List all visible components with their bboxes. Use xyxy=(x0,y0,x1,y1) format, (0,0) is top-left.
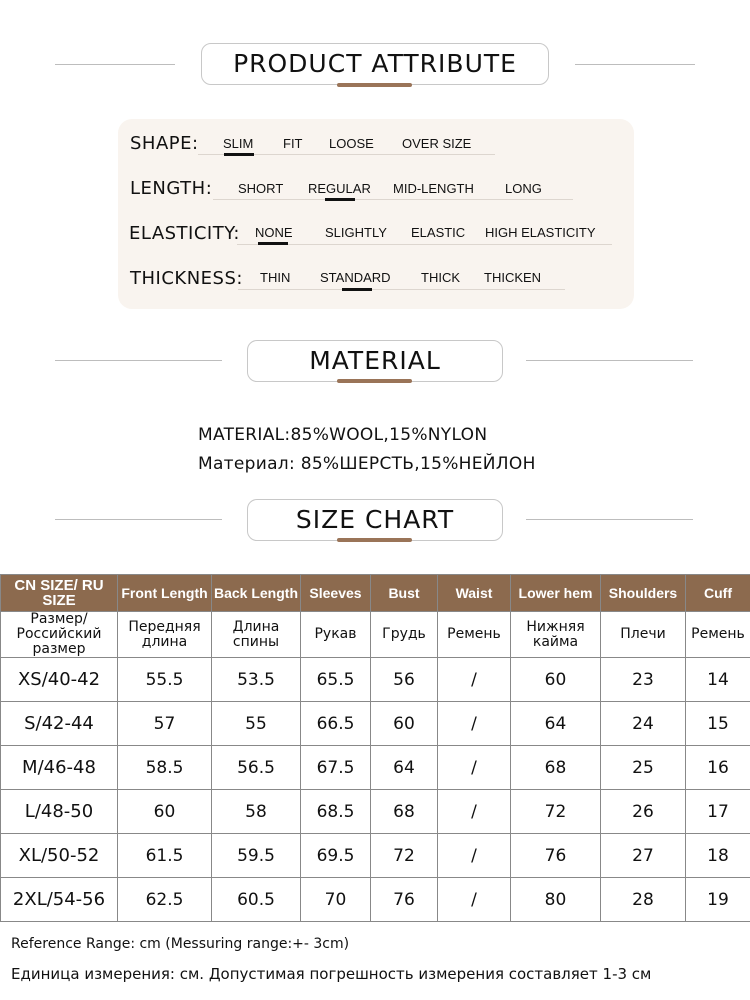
table-cell: 56 xyxy=(371,658,438,702)
table-cell: 28 xyxy=(601,878,686,922)
table-cell: 17 xyxy=(686,790,750,834)
option-over-size: OVER SIZE xyxy=(402,136,472,151)
table-cell: / xyxy=(438,746,511,790)
option-elastic: ELASTIC xyxy=(411,225,466,240)
size-chart-table xyxy=(0,574,750,922)
option-standard: STANDARD xyxy=(320,270,391,285)
table-cell: 60 xyxy=(118,790,212,834)
table-cell: Shoulders xyxy=(601,575,686,612)
option-mid-length: MID-LENGTH xyxy=(393,181,474,196)
table-cell: 72 xyxy=(511,790,601,834)
table-header-row xyxy=(1,575,750,612)
table-cell: 68 xyxy=(371,790,438,834)
table-cell: 60 xyxy=(371,702,438,746)
table-row xyxy=(1,790,750,834)
table-cell: Грудь xyxy=(371,612,438,658)
table-cell: / xyxy=(438,878,511,922)
table-cell: 67.5 xyxy=(301,746,371,790)
table-cell: 68.5 xyxy=(301,790,371,834)
option-fit: FIT xyxy=(283,136,303,151)
table-cell: / xyxy=(438,658,511,702)
table-cell: 68 xyxy=(511,746,601,790)
table-cell: 70 xyxy=(301,878,371,922)
selected-indicator xyxy=(325,198,355,201)
table-cell: M/46-48 xyxy=(1,746,118,790)
table-cell: 76 xyxy=(371,878,438,922)
table-row xyxy=(1,878,750,922)
table-cell: Длина спины xyxy=(212,612,301,658)
table-cell: Рукав xyxy=(301,612,371,658)
table-cell: 26 xyxy=(601,790,686,834)
table-cell: Sleeves xyxy=(301,575,371,612)
attr-label-thickness: THICKNESS: xyxy=(130,268,243,289)
reference-note-en: Reference Range: cm (Messuring range:+- 3cm) xyxy=(11,936,350,952)
option-thin: THIN xyxy=(260,270,291,285)
table-cell: 27 xyxy=(601,834,686,878)
table-row xyxy=(1,746,750,790)
table-cell: Размер/ Российский размер xyxy=(1,612,118,658)
section-title-size-chart: SIZE CHART xyxy=(247,499,503,541)
table-cell: 24 xyxy=(601,702,686,746)
table-cell: S/42-44 xyxy=(1,702,118,746)
option-slightly: SLIGHTLY xyxy=(325,225,387,240)
selected-indicator xyxy=(342,288,372,291)
table-cell: / xyxy=(438,790,511,834)
table-cell: Bust xyxy=(371,575,438,612)
table-cell: 19 xyxy=(686,878,750,922)
table-cell: 55 xyxy=(212,702,301,746)
title-accent xyxy=(337,83,412,87)
divider xyxy=(237,244,612,245)
table-cell: / xyxy=(438,702,511,746)
attr-label-elasticity: ELASTICITY: xyxy=(129,223,240,244)
divider xyxy=(238,289,565,290)
table-cell: 58 xyxy=(212,790,301,834)
table-cell: Передняя длина xyxy=(118,612,212,658)
table-cell: 23 xyxy=(601,658,686,702)
table-header-row-ru xyxy=(1,612,750,658)
attr-label-length: LENGTH: xyxy=(130,178,213,199)
table-cell: Ремень xyxy=(686,612,750,658)
table-cell: Waist xyxy=(438,575,511,612)
table-cell: L/48-50 xyxy=(1,790,118,834)
selected-indicator xyxy=(258,242,288,245)
table-cell: 62.5 xyxy=(118,878,212,922)
option-loose: LOOSE xyxy=(329,136,374,151)
table-cell: XS/40-42 xyxy=(1,658,118,702)
table-cell: 60 xyxy=(511,658,601,702)
table-cell: 76 xyxy=(511,834,601,878)
table-cell: Ремень xyxy=(438,612,511,658)
option-short: SHORT xyxy=(238,181,284,196)
table-cell: / xyxy=(438,834,511,878)
table-cell: 56.5 xyxy=(212,746,301,790)
table-cell: 14 xyxy=(686,658,750,702)
table-row xyxy=(1,658,750,702)
option-regular: REGULAR xyxy=(308,181,371,196)
material-en: MATERIAL:85%WOOL,15%NYLON xyxy=(198,425,488,445)
table-cell: Back Length xyxy=(212,575,301,612)
section-title-attribute: PRODUCT ATTRIBUTE xyxy=(201,43,549,85)
title-accent xyxy=(337,379,412,383)
table-cell: 66.5 xyxy=(301,702,371,746)
option-slim: SLIM xyxy=(223,136,254,151)
option-thick: THICK xyxy=(421,270,460,285)
table-cell: 15 xyxy=(686,702,750,746)
table-cell: 72 xyxy=(371,834,438,878)
divider xyxy=(526,360,693,361)
attr-label-shape: SHAPE: xyxy=(130,133,199,154)
table-cell: 25 xyxy=(601,746,686,790)
divider xyxy=(55,360,222,361)
option-none: NONE xyxy=(255,225,293,240)
table-cell: 80 xyxy=(511,878,601,922)
table-cell: 55.5 xyxy=(118,658,212,702)
title-accent xyxy=(337,538,412,542)
table-cell: 65.5 xyxy=(301,658,371,702)
table-cell: 64 xyxy=(511,702,601,746)
option-long: LONG xyxy=(505,181,542,196)
divider xyxy=(575,64,695,65)
table-row xyxy=(1,702,750,746)
option-thicken: THICKEN xyxy=(484,270,542,285)
table-cell: 61.5 xyxy=(118,834,212,878)
table-cell: 58.5 xyxy=(118,746,212,790)
table-row xyxy=(1,834,750,878)
table-cell: 16 xyxy=(686,746,750,790)
table-cell: XL/50-52 xyxy=(1,834,118,878)
table-cell: Нижняя кайма xyxy=(511,612,601,658)
table-cell: 60.5 xyxy=(212,878,301,922)
table-cell: Lower hem xyxy=(511,575,601,612)
divider xyxy=(55,519,222,520)
table-cell: Плечи xyxy=(601,612,686,658)
table-cell: Front Length xyxy=(118,575,212,612)
divider xyxy=(526,519,693,520)
selected-indicator xyxy=(224,153,254,156)
table-cell: Cuff xyxy=(686,575,750,612)
table-cell: 64 xyxy=(371,746,438,790)
divider xyxy=(55,64,175,65)
table-cell: 2XL/54-56 xyxy=(1,878,118,922)
table-cell: 69.5 xyxy=(301,834,371,878)
table-cell: 59.5 xyxy=(212,834,301,878)
table-cell: CN SIZE/ RU SIZE xyxy=(1,575,118,612)
table-cell: 53.5 xyxy=(212,658,301,702)
option-high-elasticity: HIGH ELASTICITY xyxy=(485,225,596,240)
table-cell: 57 xyxy=(118,702,212,746)
divider xyxy=(213,199,573,200)
section-title-material: MATERIAL xyxy=(247,340,503,382)
material-ru: Материал: 85%ШЕРСТЬ,15%НЕЙЛОН xyxy=(198,454,536,474)
table-cell: 18 xyxy=(686,834,750,878)
reference-note-ru: Единица измерения: см. Допустимая погрешность измерения составляет 1-3 см xyxy=(11,965,652,983)
